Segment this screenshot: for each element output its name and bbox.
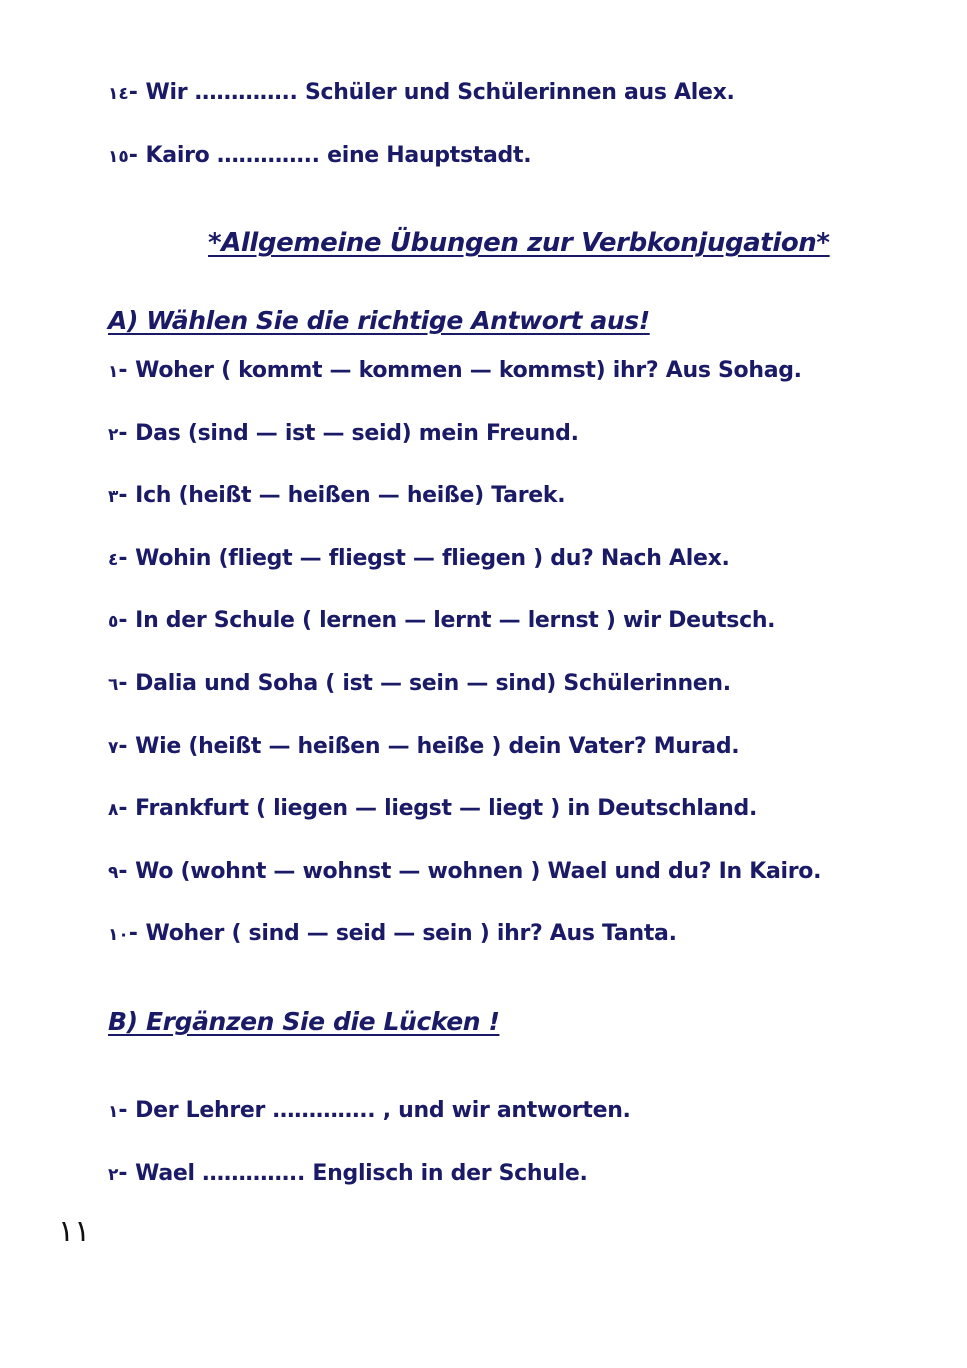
- section-a-item-5: [108, 608, 775, 633]
- item-text: - Woher ( kommt — kommen — kommst) ihr? Aus Sohag.: [118, 358, 802, 383]
- section-b-item-1: [108, 1098, 631, 1123]
- item-text: - Wohin (fliegt — fliegst — fliegen ) du? Nach Alex.: [118, 546, 730, 571]
- section-a-item-2: [108, 421, 579, 446]
- section-b-heading: B) Ergänzen Sie die Lücken !: [108, 1007, 500, 1036]
- item-text: - Wie (heißt — heißen — heiße ) dein Vater? Murad.: [118, 734, 740, 759]
- section-b-item-2: [108, 1161, 588, 1186]
- item-number: ١: [108, 1102, 119, 1122]
- item-number: ٥: [108, 612, 119, 632]
- item-number: ٢: [108, 1165, 119, 1185]
- item-text: - Frankfurt ( liegen — liegst — liegt ) in Deutschland.: [118, 796, 758, 821]
- item-number: ١٠: [108, 925, 129, 945]
- item-text: - Der Lehrer ………….. , und wir antworten.: [118, 1098, 631, 1123]
- item-text: - Wo (wohnt — wohnst — wohnen ) Wael und du? In Kairo.: [118, 859, 822, 884]
- page-title: *Allgemeine Übungen zur Verbkonjugation*: [208, 228, 830, 258]
- item-number: ٦: [108, 675, 119, 695]
- item-number: ٢: [108, 425, 119, 445]
- section-a-item-4: [108, 546, 730, 571]
- section-a-item-10: [108, 921, 677, 946]
- item-text: - Wael ………….. Englisch in der Schule.: [118, 1161, 588, 1186]
- item-text: - In der Schule ( lernen — lernt — lernst ) wir Deutsch.: [118, 608, 776, 633]
- section-a-item-3: [108, 483, 565, 508]
- item-text: - Wir ………….. Schüler und Schülerinnen aus Alex.: [128, 80, 735, 105]
- item-text: - Kairo ………….. eine Hauptstadt.: [128, 143, 532, 168]
- item-text: - Ich (heißt — heißen — heiße) Tarek.: [118, 483, 566, 508]
- item-number: ٣: [108, 487, 119, 507]
- section-a-heading: A) Wählen Sie die richtige Antwort aus!: [108, 306, 650, 335]
- item-number: ٤: [108, 550, 119, 570]
- section-a-item-9: [108, 859, 821, 884]
- item-text: - Dalia und Soha ( ist — sein — sind) Schülerinnen.: [118, 671, 731, 696]
- exercise-item-14: [108, 80, 735, 105]
- section-a-item-7: [108, 734, 739, 759]
- item-number: ١: [108, 362, 119, 382]
- section-a-item-6: [108, 671, 731, 696]
- item-text: - Das (sind — ist — seid) mein Freund.: [118, 421, 579, 446]
- item-number: ٩: [108, 863, 119, 883]
- item-text: - Woher ( sind — seid — sein ) ihr? Aus Tanta.: [128, 921, 677, 946]
- item-number: ١٤: [108, 84, 129, 104]
- item-number: ٨: [108, 800, 119, 820]
- item-number: ١٥: [108, 147, 129, 167]
- section-a-item-8: [108, 796, 757, 821]
- exercise-item-15: [108, 143, 531, 168]
- item-number: ٧: [108, 738, 119, 758]
- section-a-item-1: [108, 358, 802, 383]
- page-number: ١١: [58, 1214, 91, 1249]
